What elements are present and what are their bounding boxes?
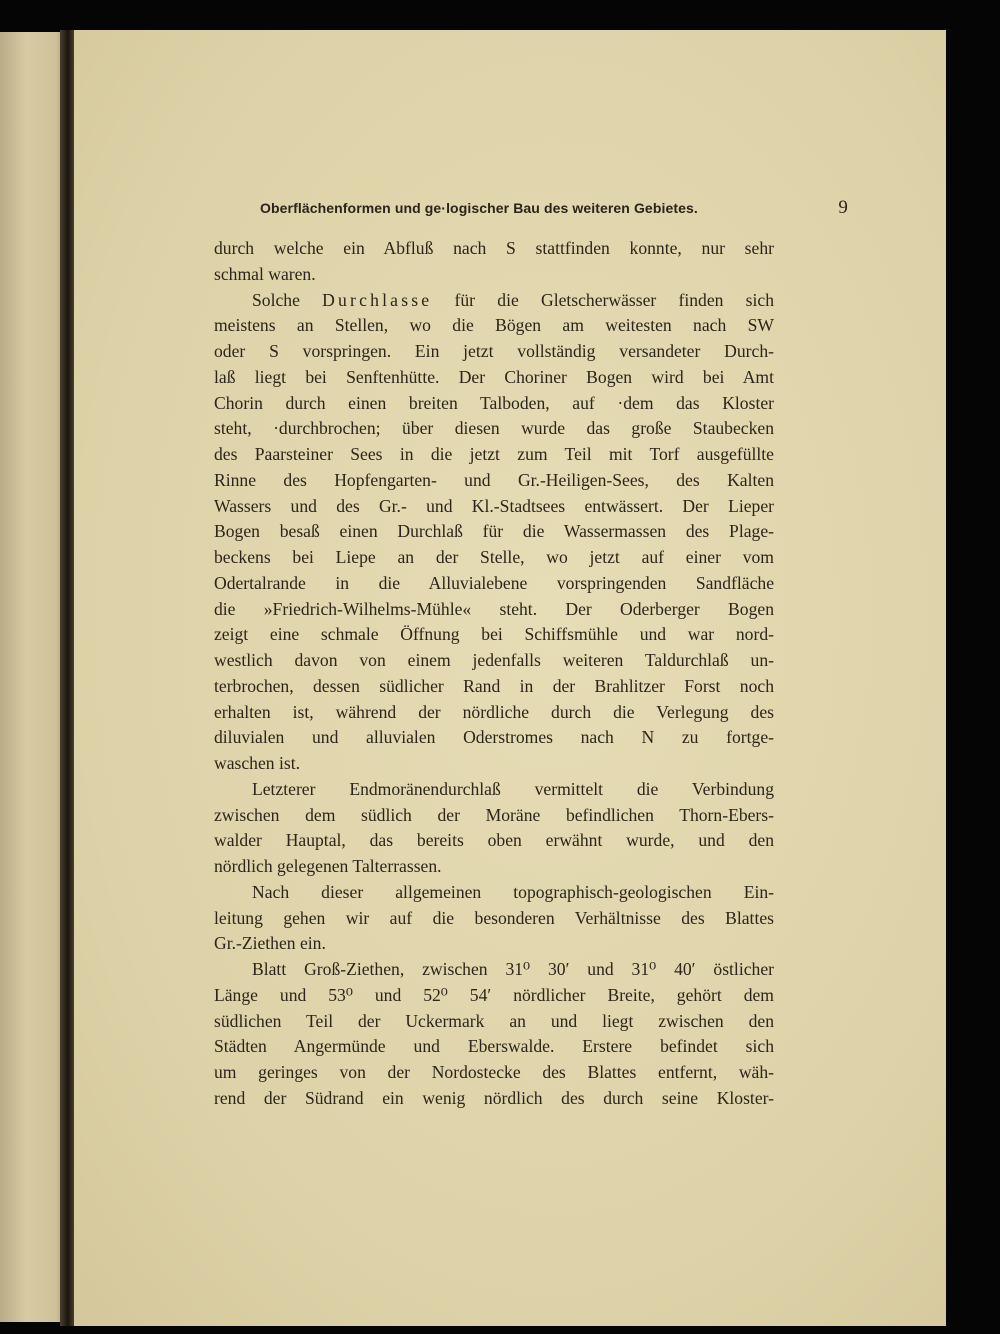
left-page-edge	[0, 32, 66, 1322]
text-line	[214, 288, 774, 314]
running-header	[260, 196, 848, 220]
text-line: Städten Angermünde und Eberswalde. Erstere befindet sich	[214, 1036, 774, 1057]
text-line: Blatt Groß-Ziethen, zwischen 31⁰ 30′ und 31⁰ 40′ östlicher	[252, 959, 774, 979]
text-line: zwischen dem südlich der Moräne befindlichen Thorn-Ebers-	[214, 804, 774, 825]
text-line: beckens bei Liepe an der Stelle, wo jetzt auf einer vom	[214, 547, 774, 567]
text-line: Bogen besaß einen Durchlaß für die Wassermassen des Plage-	[214, 521, 774, 542]
text-fragment: Solche	[252, 289, 300, 310]
text-line: walder Hauptal, das bereits oben erwähnt wurde, und den	[214, 830, 774, 851]
text-line: zeigt eine schmale Öffnung bei Schiffsmühle und war nord-	[214, 624, 774, 645]
text-line: Nach dieser allgemeinen topographisch-geologischen Ein-	[252, 881, 774, 902]
text-line: Chorin durch einen breiten Talboden, auf ·dem das Kloster	[214, 392, 774, 413]
text-line: oder S vorspringen. Ein jetzt vollständig versandeter Durch-	[214, 341, 774, 361]
text-line: schmal waren.	[214, 263, 316, 284]
text-line: um geringes von der Nordostecke des Blattes entfernt, wäh-	[214, 1062, 774, 1082]
running-header-title: Oberflächenformen und ge·logischer Bau des weiteren Gebietes.	[260, 200, 698, 216]
book-page	[74, 30, 946, 1326]
text-line: Letzterer Endmoränendurchlaß vermittelt die Verbindung	[252, 778, 774, 799]
text-line: steht, ·durchbrochen; über diesen wurde das große Staubecken	[214, 418, 774, 439]
text-line: Wassers und des Gr.- und Kl.-Stadtsees entwässert. Der Lieper	[214, 495, 774, 516]
text-line: durch welche ein Abfluß nach S stattfinden konnte, nur sehr	[214, 238, 774, 258]
text-line: rend der Südrand ein wenig nördlich des durch seine Kloster-	[214, 1087, 774, 1108]
text-line: laß liegt bei Senftenhütte. Der Choriner Bogen wird bei Amt	[214, 366, 774, 387]
text-line: erhalten ist, während der nördliche durch die Verlegung des	[214, 701, 774, 722]
text-line: leitung gehen wir auf die besonderen Verhältnisse des Blattes	[214, 907, 774, 928]
text-line: des Paarsteiner Sees in die jetzt zum Teil mit Torf ausgefüllte	[214, 444, 774, 464]
text-line: südlichen Teil der Uckermark an und liegt zwischen den	[214, 1010, 774, 1031]
text-line: Odertalrande in die Alluvialebene vorspringenden Sandfläche	[214, 572, 774, 593]
body-text	[214, 236, 774, 1112]
text-fragment: für die Gletscherwässer finden sich	[454, 289, 774, 310]
text-line: westlich davon von einem jedenfalls weiteren Taldurchlaß un-	[214, 650, 774, 670]
text-line: Gr.-Ziethen ein.	[214, 933, 326, 954]
text-line: Rinne des Hopfengarten- und Gr.-Heiligen-Sees, des Kalten	[214, 469, 774, 490]
text-line: nördlich gelegenen Talterrassen.	[214, 856, 442, 876]
text-line: waschen ist.	[214, 753, 300, 773]
text-line: terbrochen, dessen südlicher Rand in der Brahlitzer Forst noch	[214, 675, 774, 696]
page-number: 9	[838, 197, 848, 218]
text-line: meistens an Stellen, wo die Bögen am weitesten nach SW	[214, 315, 774, 336]
text-line: Länge und 53⁰ und 52⁰ 54′ nördlicher Breite, gehört dem	[214, 984, 774, 1005]
text-line: die »Friedrich-Wilhelms-Mühle« steht. Der Oderberger Bogen	[214, 598, 774, 619]
text-line: diluvialen und alluvialen Oderstromes nach N zu fortge-	[214, 727, 774, 748]
spaced-term: Durchlasse	[322, 289, 433, 310]
